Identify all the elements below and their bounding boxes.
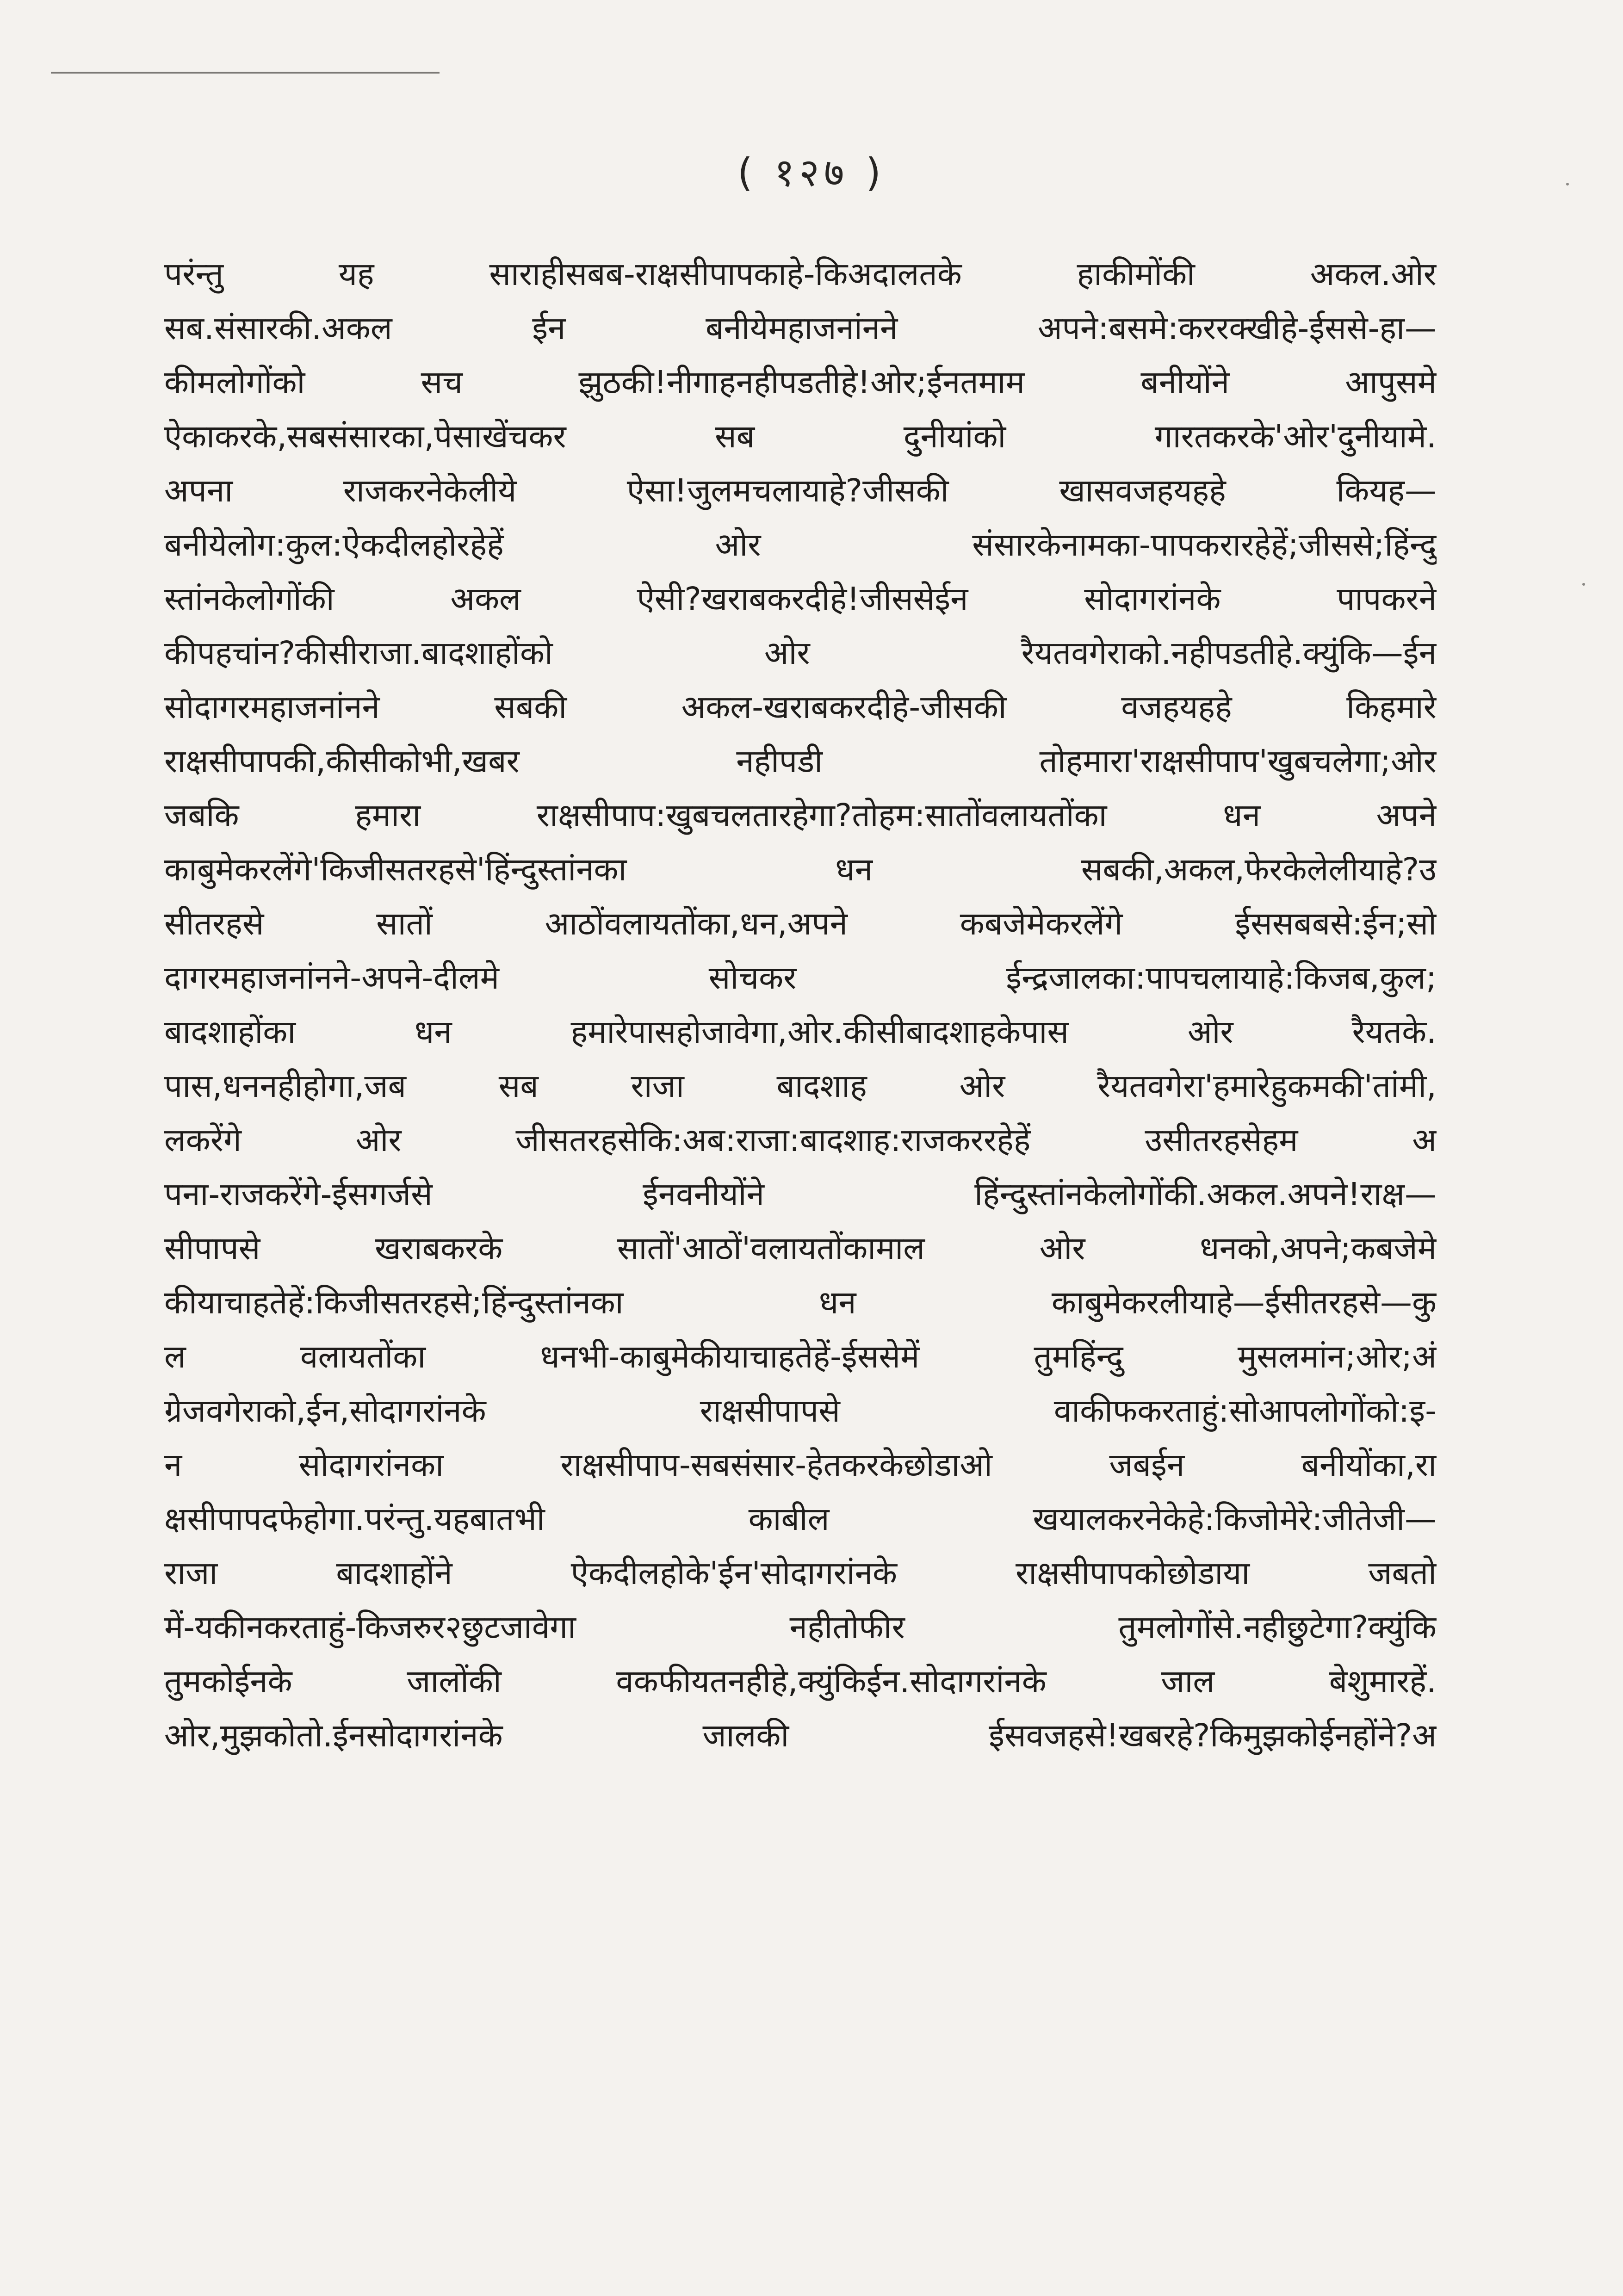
text-line: सीतरहसे सातों आठोंवलायतोंका,धन,अपने कबजेमेकरलेंगे ईससबबसे:ईन;सो xyxy=(164,905,1437,942)
text-line: तुमकोईनके जालोंकी वकफीयतनहीहे,क्युंकिईन.सोदागरांनके जाल बेशुमारहें. xyxy=(164,1663,1437,1700)
paper-speck xyxy=(1582,583,1585,586)
text-line: न सोदागरांनका राक्षसीपाप-सबसंसार-हेतकरकेछोडाओ जबईन बनीयोंका,रा xyxy=(164,1447,1437,1484)
text-line: जबकि हमारा राक्षसीपाप:खुबचलतारहेगा?तोहम:सातोंवलायतोंका धन अपने xyxy=(164,797,1437,834)
text-line: सोदागरमहाजनांनने सबकी अकल-खराबकरदीहे-जीसकी वजहयहहे किहमारे xyxy=(164,689,1437,726)
text-line: कीमलोगोंको सच झुठकी!नीगाहनहीपडतीहे!ओर;ईनतमाम बनीयोंने आपुसमे xyxy=(164,364,1437,401)
text-line: ओर,मुझकोतो.ईनसोदागरांनके जालकी ईसवजहसे!खबरहे?किमुझकोईनहोंने?अ xyxy=(164,1717,1437,1754)
text-line: में-यकीनकरताहुं-किजरुर२छुटजावेगा नहीतोफीर तुमलोगोंसे.नहीछुटेगा?क्युंकि xyxy=(164,1609,1437,1646)
text-line: दागरमहाजनांनने-अपने-दीलमे सोचकर ईन्द्रजालका:पापचलायाहे:किजब,कुल; xyxy=(164,959,1437,996)
text-line: कीयाचाहतेहें:किजीसतरहसे;हिंन्दुस्तांनका धन काबुमेकरलीयाहे—ईसीतरहसे—कु xyxy=(164,1284,1437,1321)
text-line: लकरेंगे ओर जीसतरहसेकि:अब:राजा:बादशाह:राजकररहेहें उसीतरहसेहम अ xyxy=(164,1122,1437,1159)
text-line: ग्रेजवगेराको,ईन,सोदागरांनके राक्षसीपापसे वाकीफकरताहुं:सोआपलोगोंको:इ- xyxy=(164,1392,1437,1430)
text-line: क्षसीपापदफेहोगा.परंन्तु.यहबातभी काबील खयालकरनेकेहे:किजोमेरे:जीतेजी— xyxy=(164,1501,1437,1538)
text-line: पना-राजकरेंगे-ईसगर्जसे ईनवनीयोंने हिंन्दुस्तांनकेलोगोंकी.अकल.अपने!राक्ष— xyxy=(164,1176,1437,1213)
text-line: अपना राजकरनेकेलीये ऐसा!जुलमचलायाहे?जीसकी खासवजहयहहे कियह— xyxy=(164,472,1437,509)
text-line: काबुमेकरलेंगे'किजीसतरहसे'हिंन्दुस्तांनका धन सबकी,अकल,फेरकेलेलीयाहे?उ xyxy=(164,851,1437,888)
text-line: कीपहचांन?कीसीराजा.बादशाहोंको ओर रैयतवगेराको.नहीपडतीहे.क्युंकि—ईन xyxy=(164,635,1437,672)
text-line: पास,धननहीहोगा,जब सब राजा बादशाह ओर रैयतवगेरा'हमारेहुकमकी'तांमी, xyxy=(164,1068,1437,1105)
page-number: ( १२७ ) xyxy=(737,150,886,195)
text-line: बादशाहोंका धन हमारेपासहोजावेगा,ओर.कीसीबादशाहकेपास ओर रैयतके. xyxy=(164,1014,1437,1051)
text-line: परंन्तु यह साराहीसबब-राक्षसीपापकाहे-किअदालतके हाकीमोंकी अकल.ओर xyxy=(164,256,1437,293)
text-line: स्तांनकेलोगोंकी अकल ऐसी?खराबकरदीहे!जीससेईन सोदागरांनके पापकरने xyxy=(164,581,1437,618)
text-line: राक्षसीपापकी,कीसीकोभी,खबर नहीपडी तोहमारा'राक्षसीपाप'खुबचलेगा;ओर xyxy=(164,743,1437,780)
text-line: सीपापसे खराबकरके सातों'आठों'वलायतोंकामाल ओर धनको,अपने;कबजेमे xyxy=(164,1230,1437,1267)
text-line: राजा बादशाहोंने ऐकदीलहोके'ईन'सोदागरांनके राक्षसीपापकोछोडाया जबतो xyxy=(164,1555,1437,1592)
paper-speck xyxy=(1566,183,1569,186)
text-line: ल वलायतोंका धनभी-काबुमेकीयाचाहतेहें-ईससेमें तुमहिंन्दु मुसलमांन;ओर;अं xyxy=(164,1338,1437,1375)
text-line: सब.संसारकी.अकल ईन बनीयेमहाजनांनने अपने:बसमे:कररक्खीहे-ईससे-हा— xyxy=(164,310,1437,347)
text-line: ऐकाकरके,सबसंसारका,पेसाखेंचकर सब दुनीयांको गारतकरके'ओर'दुनीयामे. xyxy=(164,418,1437,455)
body-text xyxy=(164,248,1437,1763)
top-rule xyxy=(51,72,440,74)
text-line: बनीयेलोग:कुल:ऐकदीलहोरहेहें ओर संसारकेनामका-पापकरारहेहें;जीससे;हिंन्दु xyxy=(164,526,1437,563)
